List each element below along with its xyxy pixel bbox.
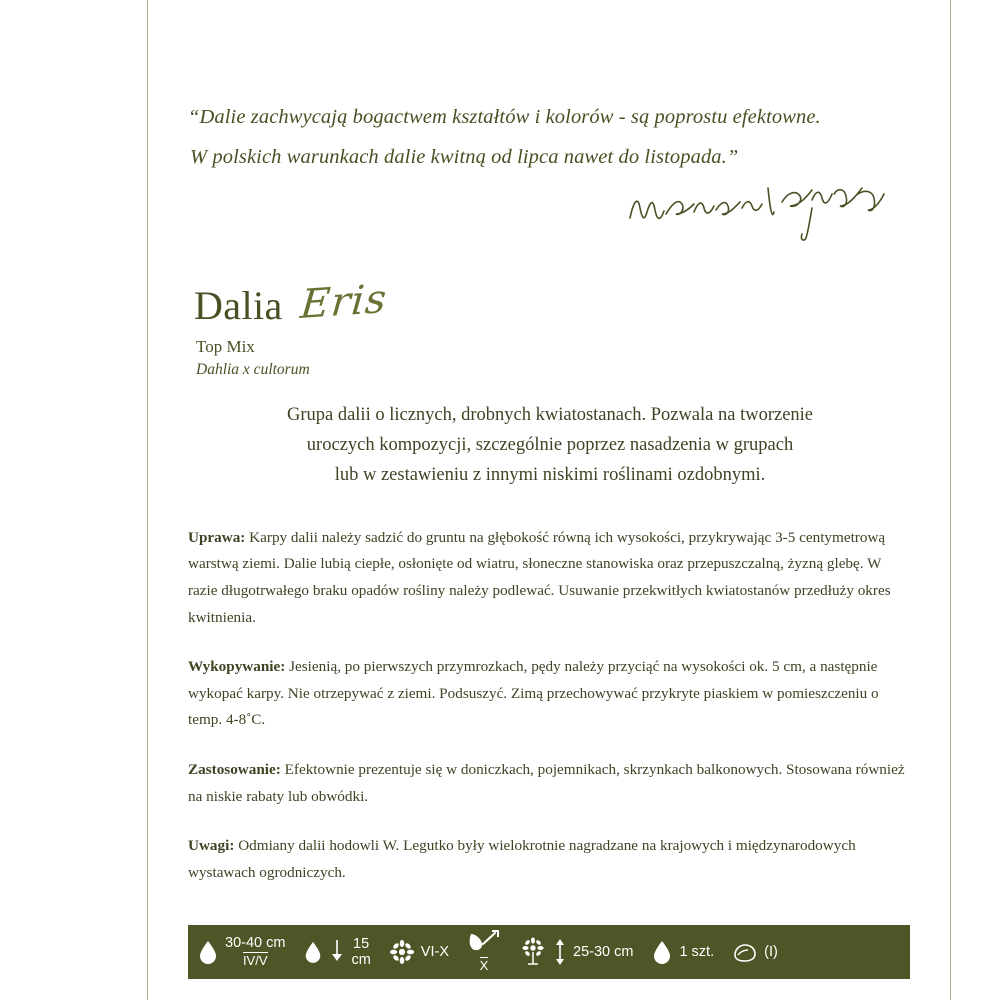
height-stack	[225, 935, 285, 969]
footer-package	[723, 925, 787, 979]
cultivar-name: Eris	[298, 276, 389, 328]
height-value: 30-40 cm	[225, 935, 286, 952]
title-row	[194, 276, 950, 329]
section-label: Uwagi:	[188, 837, 235, 855]
package-note: (I)	[764, 944, 778, 960]
spacing-stack	[351, 936, 370, 968]
section-text: Jesienią, po pierwszych przymrozkach, pędy należy przyciąć na wysokości ok. 5 cm, a następnie wykopać karpy. Nie otrzepywać z ziemi. Podsuszyć. Zimą przechowywać przykryte piaskiem w pomieszczeniu o temp. 4-8˚C.	[188, 658, 879, 729]
section-label: Wykopywanie:	[188, 658, 286, 676]
section-uprawa	[188, 525, 914, 631]
section-uwagi	[188, 833, 914, 886]
footer-distance	[510, 925, 642, 979]
section-label: Zastosowanie:	[188, 761, 281, 778]
footer-icon-bar	[188, 925, 910, 979]
distance-value: 25-30 cm	[573, 944, 634, 960]
quote-block	[188, 98, 918, 178]
lead-line-3: lub w zestawieniu z innymi niskimi roślinami ozdobnymi.	[334, 464, 766, 485]
quote-line-2: W polskich warunkach dalie kwitną od lipca nawet do listopada.”	[190, 145, 739, 168]
instruction-sections	[188, 525, 914, 887]
packet-content	[148, 0, 950, 1000]
droplet-icon	[303, 940, 323, 964]
arrow-down-icon	[329, 938, 345, 966]
bulb-icon	[732, 941, 758, 963]
spacing-value: 15	[353, 935, 370, 952]
quantity-value: 1 szt.	[679, 944, 715, 960]
section-wykopywanie	[188, 654, 914, 734]
signature-icon	[622, 178, 922, 244]
droplet-icon	[651, 939, 673, 965]
section-text: Efektownie prezentuje się w doniczkach, pojemnikach, skrzynkach balkonowych. Stosowana również na niskie rabaty lub obwódki.	[188, 761, 905, 805]
shovel-icon	[467, 930, 501, 956]
lead-line-2: uroczych kompozycji, szczególnie poprzez nasadzenia w grupach	[306, 434, 794, 455]
tool-month: X	[479, 958, 489, 974]
section-zastosowanie	[188, 757, 914, 810]
flower-icon	[389, 939, 415, 965]
series-name: Top Mix	[196, 336, 255, 356]
section-text: Karpy dalii należy sadzić do gruntu na głębokość równą ich wysokości, przykrywając 3-5 centymetrową warstwą ziemi. Dalie lubią ciepłe, osłonięte od wiatru, słoneczne stanowiska oraz przepuszczalną, żyzną glebę. W razie długotrwałego braku opadów rośliny należy podlewać. Usuwanie przekwitłych kwiatostanów przedłuży okres kwitnienia.	[188, 528, 891, 626]
section-text: Odmiany dalii hodowli W. Legutko były wielokrotnie nagradzane na krajowych i międzynarodowych wystawach ogrodniczych.	[188, 837, 856, 881]
lead-line-1: Grupa dalii o licznych, drobnych kwiatostanach. Pozwala na tworzenie	[286, 404, 814, 425]
lead-description	[190, 401, 910, 491]
droplet-icon	[197, 939, 219, 965]
quote-line-1: “Dalie zachwycają bogactwem kształtów i kolorów - są poprostu efektowne.	[188, 106, 821, 128]
footer-spacing	[294, 925, 379, 979]
footer-flowering	[380, 925, 458, 979]
section-label: Uprawa:	[188, 528, 246, 546]
planting-months: IV/V	[242, 953, 268, 969]
flowering-months: VI-X	[420, 944, 449, 960]
signature	[148, 184, 950, 254]
footer-tool	[458, 925, 510, 979]
footer-height	[188, 925, 294, 979]
plant-height-arrows-icon	[519, 937, 547, 967]
spacing-unit: cm	[351, 952, 371, 968]
latin-name: Dahlia x cultorum	[196, 360, 310, 378]
frame-line-right	[950, 0, 951, 1000]
page-title: Dalia	[194, 282, 283, 328]
tool-stack	[467, 930, 501, 974]
arrow-up-down-icon	[553, 937, 567, 967]
footer-quantity	[642, 925, 723, 979]
